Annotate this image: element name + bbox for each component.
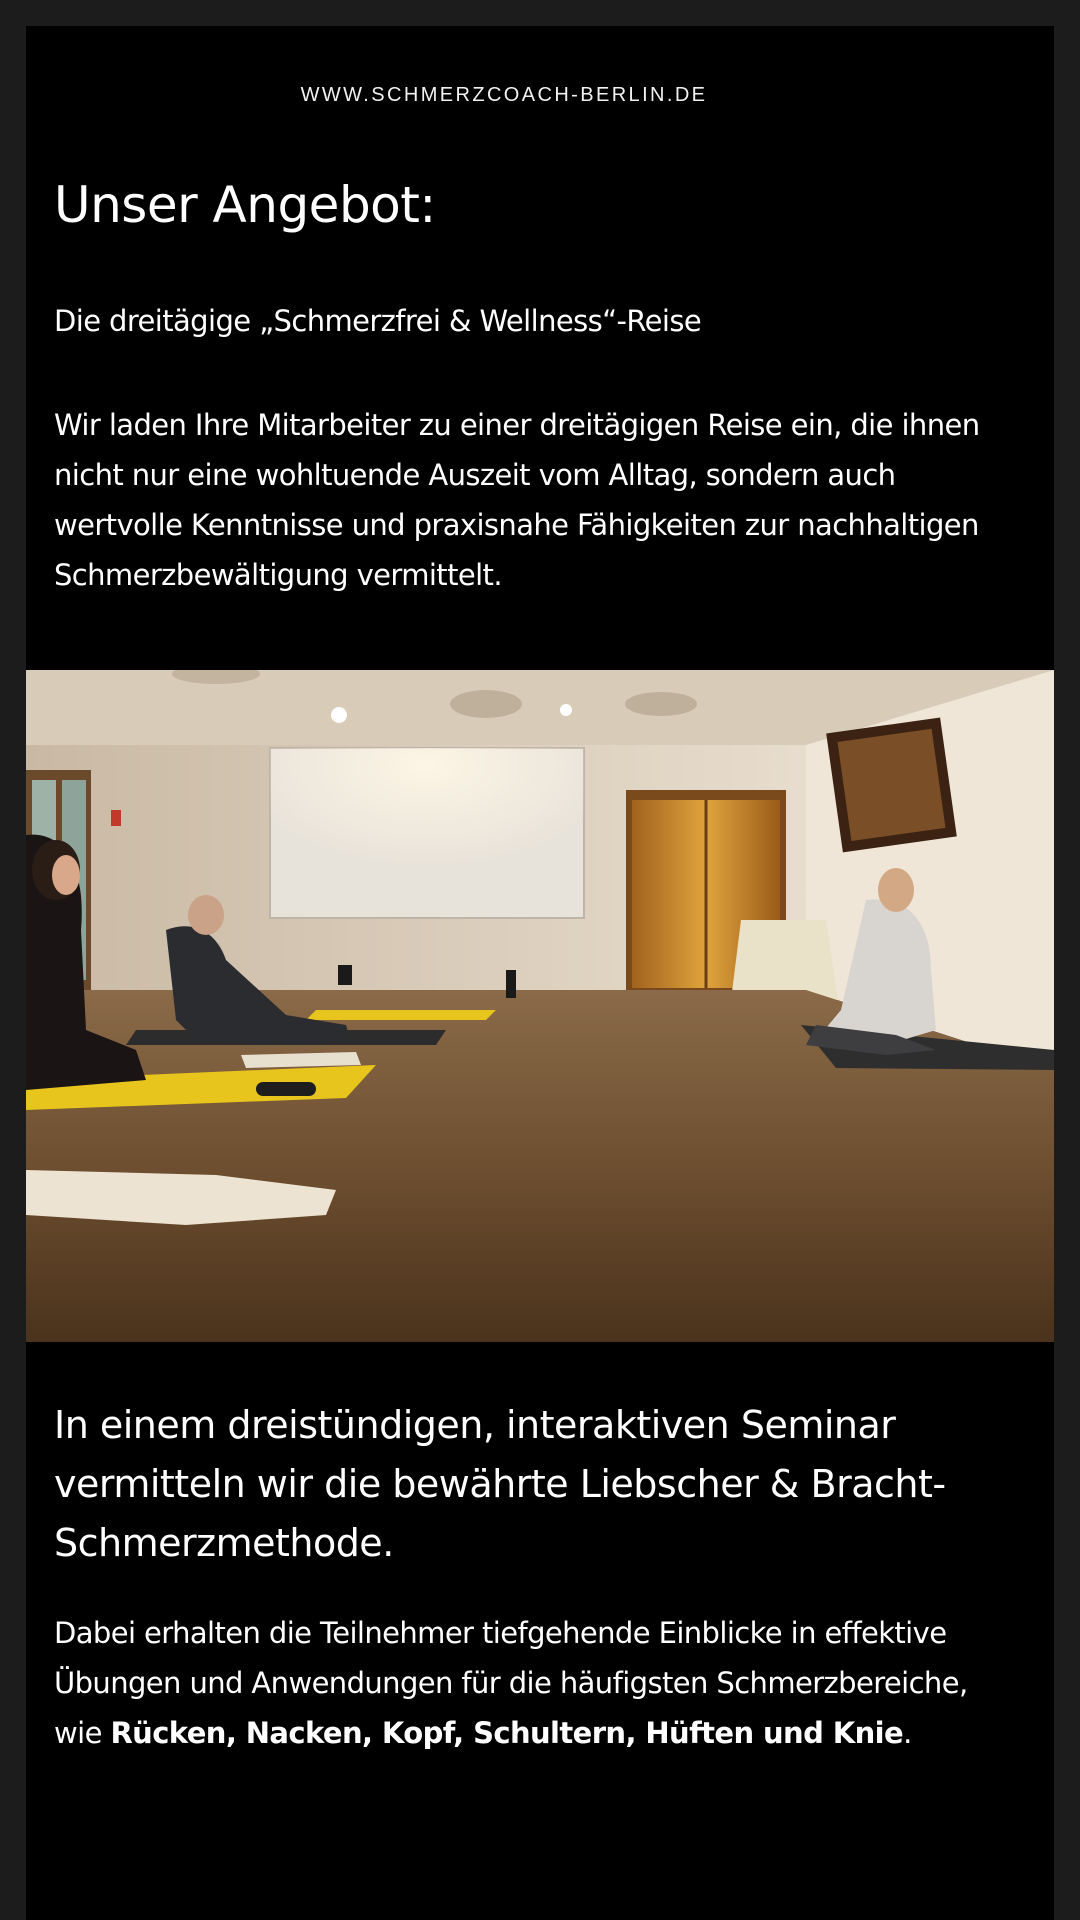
offer-subtitle: Die dreitägige „Schmerzfrei & Wellness“-Reise — [54, 304, 702, 338]
offer-intro-text: Wir laden Ihre Mitarbeiter zu einer dreitägigen Reise ein, die ihnen nicht nur eine wohltuende Auszeit vom Alltag, sondern auch wertvolle Kenntnisse und praxisnahe Fähigkeiten zur nachhaltigen Schmerzbewältigung vermittelt. — [54, 408, 980, 592]
pain-areas-bold: Rücken, Nacken, Kopf, Schultern, Hüften und Knie — [110, 1716, 904, 1750]
flyer-page — [26, 26, 1054, 1920]
website-url: WWW.SCHMERZCOACH-BERLIN.DE — [300, 84, 708, 106]
details-suffix: . — [903, 1716, 912, 1750]
details-prefix: Dabei erhalten die Teilnehmer tiefgehende Einblicke in effektive Übungen und Anwendungen für die häufigsten Schmerzbereiche, wie — [54, 1616, 968, 1750]
seminar-room-photo — [26, 670, 1054, 1342]
seminar-details-text — [54, 1608, 1014, 1758]
seminar-lead-text: In einem dreistündigen, interaktiven Seminar vermitteln wir die bewährte Liebscher & Bracht-Schmerzmethode. — [54, 1403, 946, 1565]
page-heading: Unser Angebot: — [54, 176, 436, 234]
